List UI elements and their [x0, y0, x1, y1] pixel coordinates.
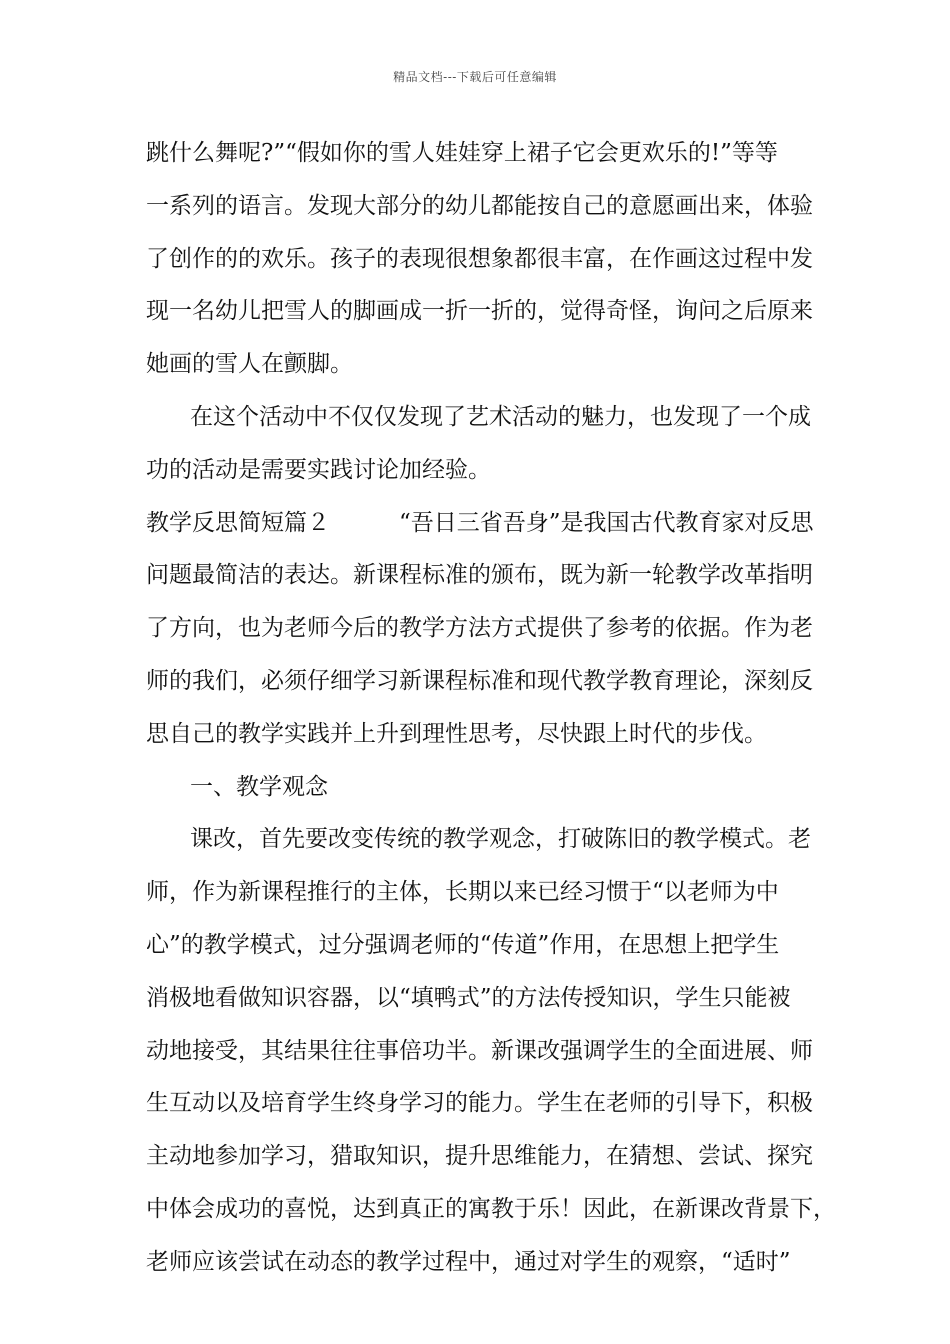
text-line: 跳什么舞呢?”“假如你的雪人娃娃穿上裙子它会更欢乐的!”等等 [146, 140, 778, 166]
text-line: 一系列的语言。发现大部分的幼儿都能按自己的意愿画出来，体验 [146, 192, 813, 219]
text-line: 现一名幼儿把雪人的脚画成一折一折的，觉得奇怪，询问之后原来 [146, 298, 813, 325]
text-line: 心”的教学模式，过分强调老师的“传道”作用，在思想上把学生 [146, 931, 780, 958]
text-line: 中体会成功的喜悦，达到真正的寓教于乐！因此，在新课改背景下， [146, 1195, 836, 1222]
text-line: 了方向，也为老师今后的教学方法方式提供了参考的依据。作为老 [146, 615, 813, 642]
text-line: 她画的雪人在颤脚。 [146, 351, 353, 378]
text-line: 师的我们，必须仔细学习新课程标准和现代教学教育理论，深刻反 [146, 667, 813, 694]
section-heading: 一、教学观念 [190, 773, 328, 800]
paragraph-first-line: 在这个活动中不仅仅发现了艺术活动的魅力，也发现了一个成 [190, 403, 811, 430]
text-line: 主动地参加学习，猎取知识，提升思维能力，在猜想、尝试、探究 [146, 1143, 813, 1170]
text-line: 了创作的的欢乐。孩子的表现很想象都很丰富，在作画这过程中发 [146, 245, 813, 272]
text-line: 功的活动是需要实践讨论加经验。 [146, 456, 491, 483]
document-body [146, 135, 836, 1297]
text-line: 动地接受，其结果往往事倍功半。新课改强调学生的全面进展、师 [146, 1037, 813, 1064]
section-title-line: 教学反思简短篇２ “吾日三省吾身”是我国古代教育家对反思 [146, 509, 814, 536]
paragraph-first-line: 课改，首先要改变传统的教学观念，打破陈旧的教学模式。老 [190, 826, 811, 853]
text-line: 问题最简洁的表达。新课程标准的颁布，既为新一轮教学改革指明 [146, 562, 813, 589]
text-line: 消极地看做知识容器，以“填鸭式”的方法传授知识，学生只能被 [146, 984, 791, 1011]
page-header: 精品文档---下载后可任意编辑 [393, 70, 557, 84]
text-line: 师，作为新课程推行的主体，长期以来已经习惯于“以老师为中 [146, 879, 779, 906]
text-line: 生互动以及培育学生终身学习的能力。学生在老师的引导下，积极 [146, 1090, 813, 1117]
text-line: 老师应该尝试在动态的教学过程中，通过对学生的观察，“适时” [146, 1248, 791, 1275]
text-line: 思自己的教学实践并上升到理性思考，尽快跟上时代的步伐。 [146, 720, 767, 747]
